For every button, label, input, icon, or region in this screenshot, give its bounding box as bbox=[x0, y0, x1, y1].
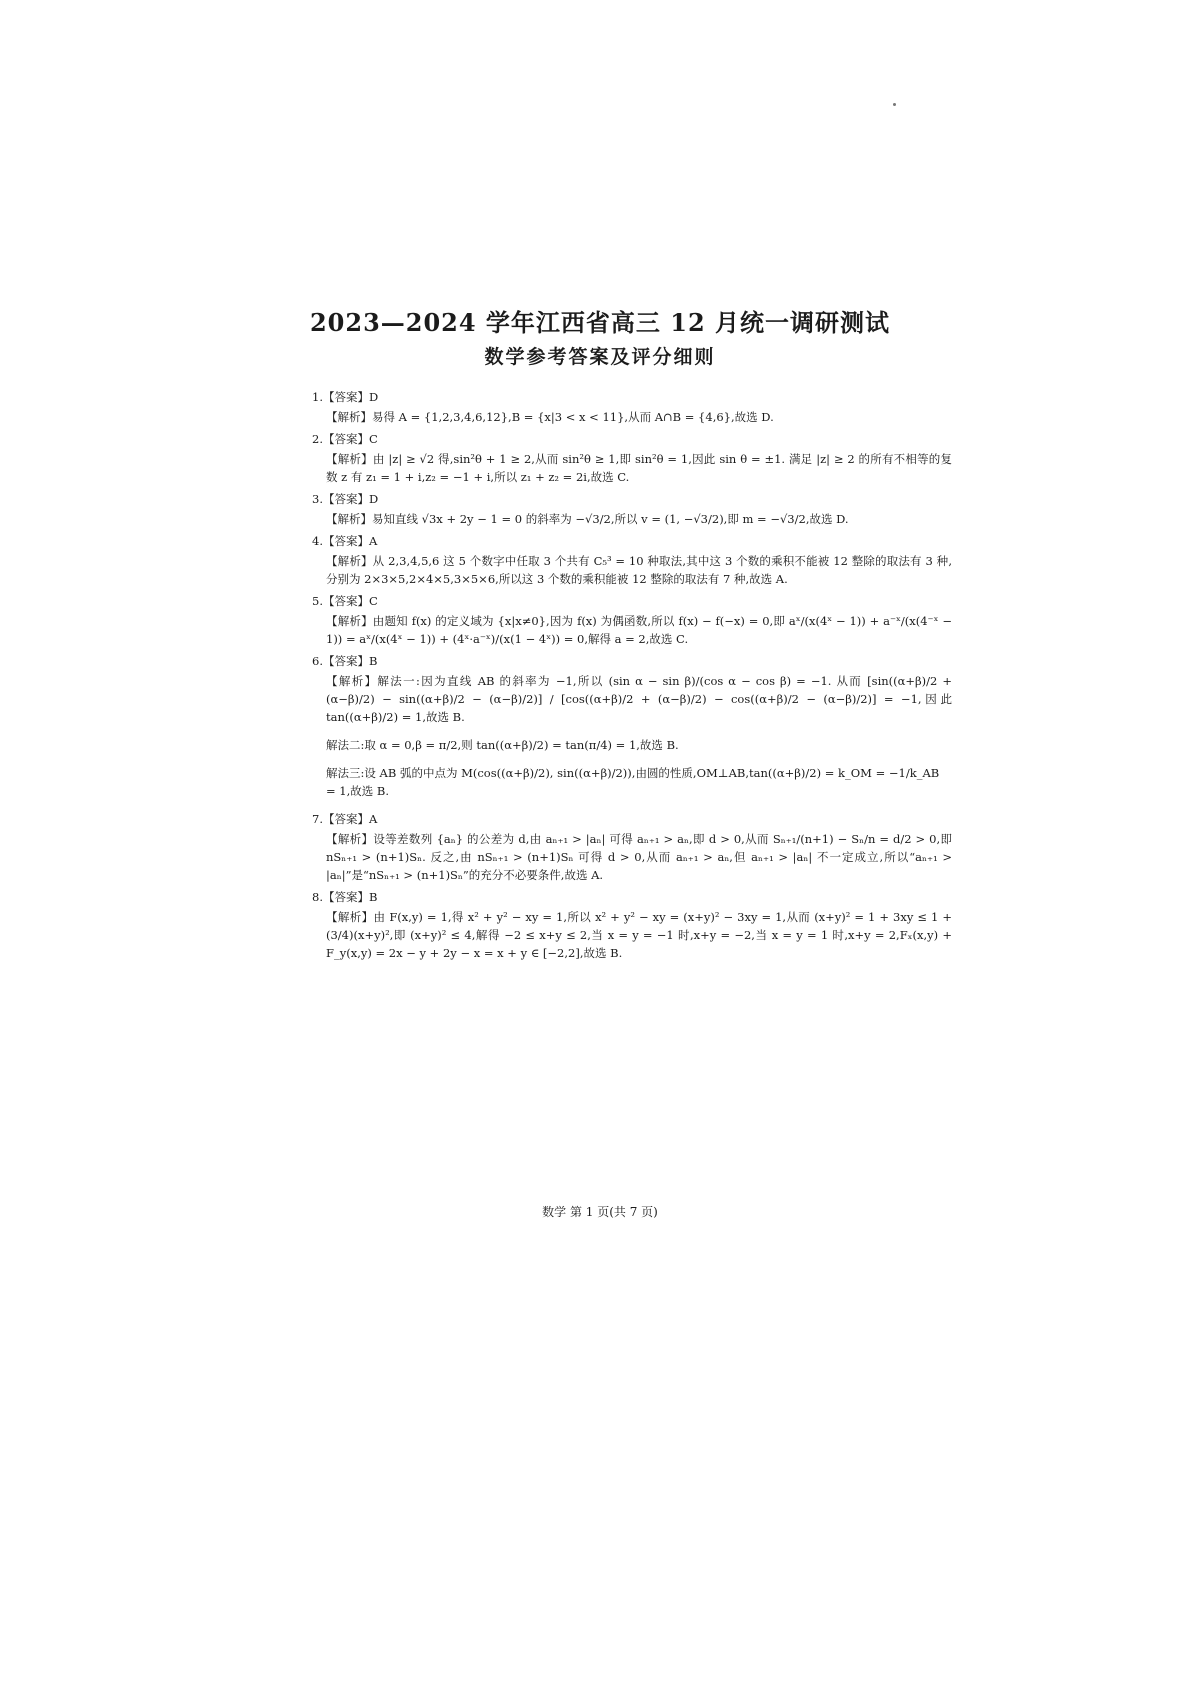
answer-label: 8.【答案】B bbox=[312, 890, 378, 904]
explanation-text: 【解析】设等差数列 {aₙ} 的公差为 d,由 aₙ₊₁ > |aₙ| 可得 aₙ₊₁ > aₙ,即 d > 0,从而 Sₙ₊₁/(n+1) − Sₙ/n = d/2 > 0,即 nSₙ₊₁ > (n+1)Sₙ. 反之,由 nSₙ₊₁ > (n+1)Sₙ 可得 d > 0,从而 aₙ₊₁ > aₙ,但 aₙ₊₁ > |aₙ| 不一定成立,所以“aₙ₊₁ > |aₙ|”是“nSₙ₊₁ > (n+1)Sₙ”的充分不必要条件,故选 A. bbox=[326, 832, 952, 882]
answer-item-1 bbox=[312, 388, 952, 426]
page-subtitle: 数学参考答案及评分细则 bbox=[484, 346, 716, 368]
explanation-method-3: 解法三:设 AB 弧的中点为 M(cos((α+β)/2), sin((α+β)/2)),由圆的性质,OM⊥AB,tan((α+β)/2) = k_OM = −1/k_AB = 1,故选 B. bbox=[326, 766, 940, 798]
answer-item-6 bbox=[312, 652, 952, 800]
explanation-text: 【解析】易知直线 √3x + 2y − 1 = 0 的斜率为 −√3/2,所以 v = (1, −√3/2),即 m = −√3/2,故选 D. bbox=[326, 512, 849, 526]
answer-item-4 bbox=[312, 532, 952, 588]
explanation-text: 【解析】易得 A = {1,2,3,4,6,12},B = {x|3 < x < 11},从而 A∩B = {4,6},故选 D. bbox=[326, 410, 774, 424]
answer-label: 6.【答案】B bbox=[312, 654, 378, 668]
answer-item-7 bbox=[312, 810, 952, 884]
scan-speck bbox=[893, 103, 896, 106]
page-footer: 数学 第 1 页(共 7 页) bbox=[542, 1205, 658, 1219]
answer-item-5 bbox=[312, 592, 952, 648]
answer-label: 7.【答案】A bbox=[312, 812, 378, 826]
answer-label: 4.【答案】A bbox=[312, 534, 378, 548]
answer-label: 2.【答案】C bbox=[312, 432, 378, 446]
explanation-text: 【解析】由 F(x,y) = 1,得 x² + y² − xy = 1,所以 x² + y² − xy = (x+y)² − 3xy = 1,从而 (x+y)² = 1 + 3xy ≤ 1 + (3/4)(x+y)²,即 (x+y)² ≤ 4,解得 −2 ≤ x+y ≤ 2,当 x = y = −1 时,x+y = −2,当 x = y = 1 时,x+y = 2,Fₓ(x,y) + F_y(x,y) = 2x − y + 2y − x = x + y ∈ [−2,2],故选 B. bbox=[326, 910, 952, 960]
explanation-text: 【解析】从 2,3,4,5,6 这 5 个数字中任取 3 个共有 C₅³ = 10 种取法,其中这 3 个数的乘积不能被 12 整除的取法有 3 种,分别为 2×3×5,2×4×5,3×5×6,所以这 3 个数的乘积能被 12 整除的取法有 7 种,故选 A. bbox=[326, 554, 952, 586]
answer-list bbox=[312, 388, 952, 966]
explanation-text: 【解析】由题知 f(x) 的定义域为 {x|x≠0},因为 f(x) 为偶函数,所以 f(x) − f(−x) = 0,即 aˣ/(x(4ˣ − 1)) + a⁻ˣ/(x(4⁻ˣ − 1)) = aˣ/(x(4ˣ − 1)) + (4ˣ·a⁻ˣ)/(x(1 − 4ˣ)) = 0,解得 a = 2,故选 C. bbox=[326, 614, 952, 646]
answer-label: 5.【答案】C bbox=[312, 594, 378, 608]
answer-item-8 bbox=[312, 888, 952, 962]
answer-label: 1.【答案】D bbox=[312, 390, 379, 404]
answer-item-2 bbox=[312, 430, 952, 486]
explanation-text: 【解析】由 |z| ≥ √2 得,sin²θ + 1 ≥ 2,从而 sin²θ ≥ 1,即 sin²θ = 1,因此 sin θ = ±1. 满足 |z| ≥ 2 的所有不相等的复数 z 有 z₁ = 1 + i,z₂ = −1 + i,所以 z₁ + z₂ = 2i,故选 C. bbox=[326, 452, 952, 484]
answer-label: 3.【答案】D bbox=[312, 492, 379, 506]
explanation-text: 【解析】解法一:因为直线 AB 的斜率为 −1,所以 (sin α − sin β)/(cos α − cos β) = −1. 从而 [sin((α+β)/2 + (α−β)/2) − sin((α+β)/2 − (α−β)/2)] / [cos((α+β)/2 + (α−β)/2) − cos((α+β)/2 − (α−β)/2)] = −1,因此 tan((α+β)/2) = 1,故选 B. bbox=[326, 674, 952, 724]
page-title: 2023—2024 学年江西省高三 12 月统一调研测试 bbox=[309, 308, 891, 337]
answer-item-3 bbox=[312, 490, 952, 528]
explanation-method-2: 解法二:取 α = 0,β = π/2,则 tan((α+β)/2) = tan(π/4) = 1,故选 B. bbox=[326, 738, 679, 752]
